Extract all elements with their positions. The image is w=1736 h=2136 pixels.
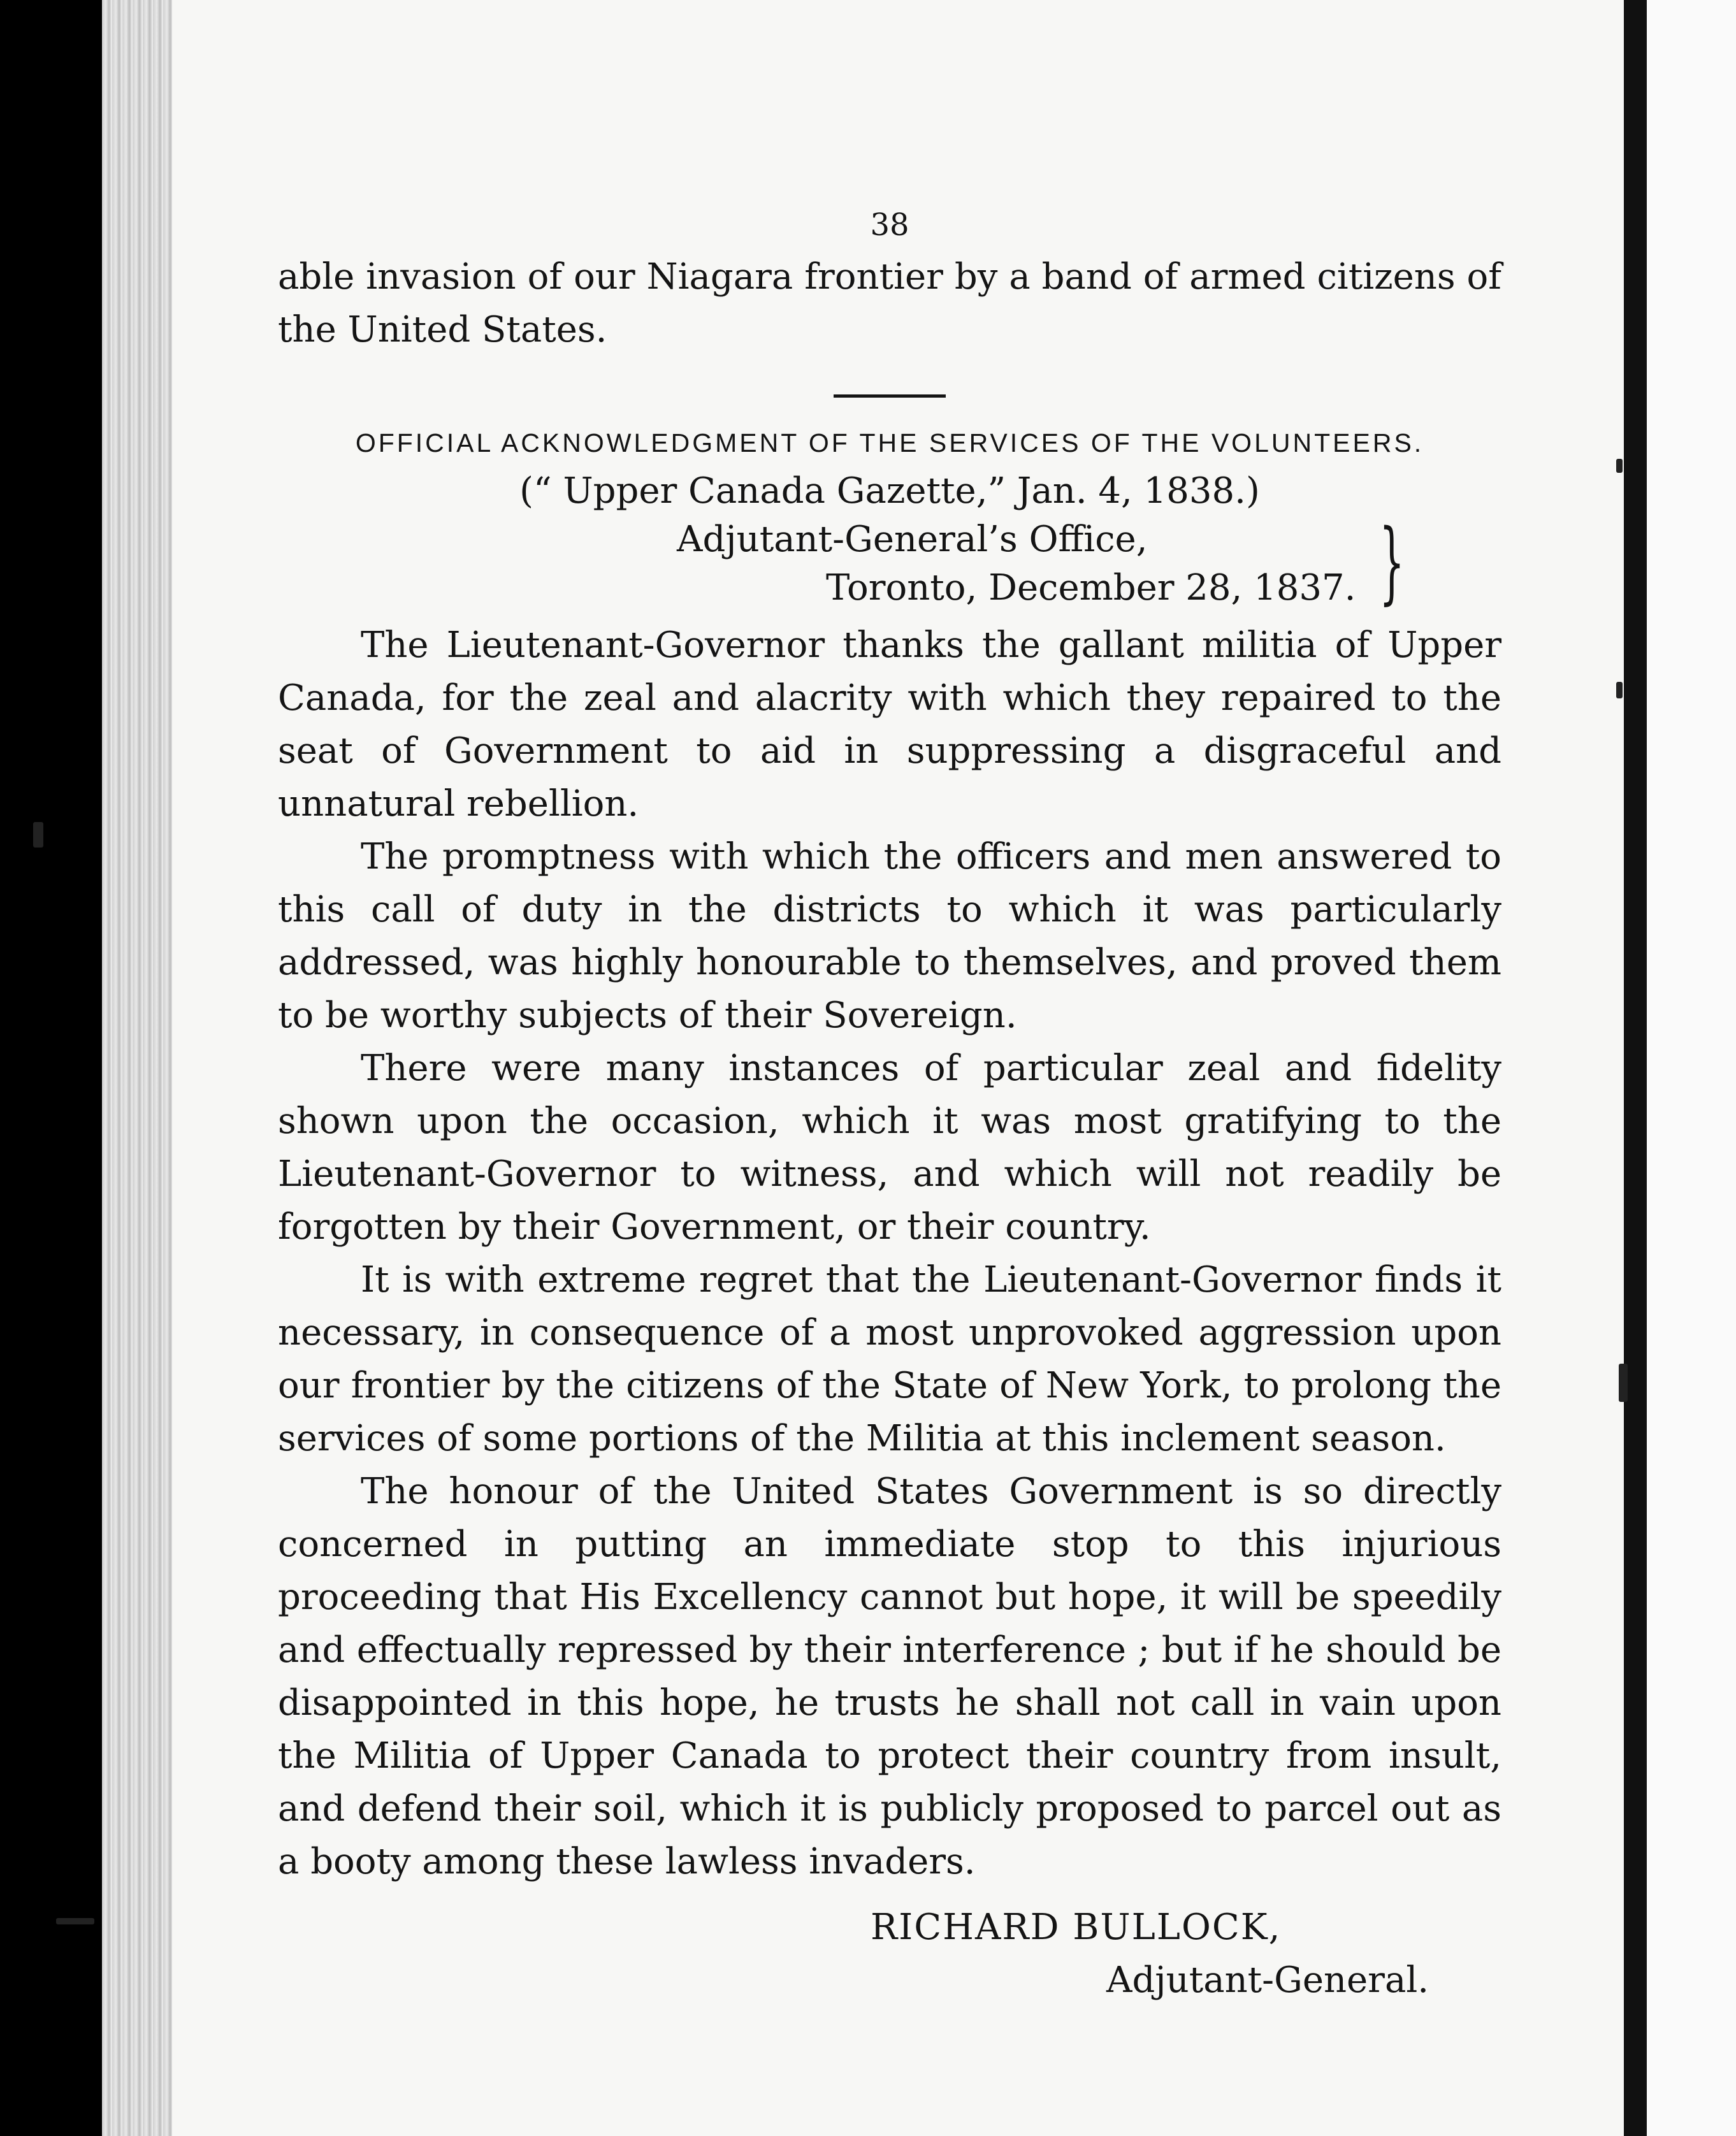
opening-lines: able invasion of our Niagara frontier by a band of armed citizens of the United States. (278, 256, 1501, 350)
section-rule (834, 394, 946, 398)
scan-speck (33, 822, 43, 848)
dateline-brace: } (1379, 510, 1405, 614)
paragraph: There were many instances of particular zeal and fidelity shown upon the occasion, which it was most gratifying to the Lieutenant-Governor to witness, and which will not readily be forgotten by their Government, or their country. (278, 1048, 1501, 1248)
dateline-office: Adjutant-General’s Office, (677, 519, 1148, 560)
facing-page-strip (1647, 0, 1736, 2136)
page-number: 38 (870, 207, 909, 243)
signature-name: RICHARD BULLOCK, (871, 1907, 1282, 1948)
page-text (278, 207, 1501, 2007)
scan-speck (1616, 682, 1623, 698)
paragraph: It is with extreme regret that the Lieutenant-Governor finds it necessary, in consequence of a most unprovoked aggression upon our frontier by the citizens of the State of New York, to prolong the services of some portions of the Militia at this inclement season. (278, 1259, 1501, 1459)
paragraph: The promptness with which the officers and men answered to this call of duty in the districts to which it was particularly addressed, was highly honourable to themselves, and proved them to be worthy subjects of their Sovereign. (278, 836, 1501, 1036)
dateline-place-date: Toronto, December 28, 1837. (826, 567, 1356, 609)
scan-speck (56, 1918, 94, 1924)
dateline (278, 510, 1501, 614)
page-gutter (102, 0, 172, 2136)
scan-speck (1619, 1364, 1628, 1402)
paragraph: The Lieutenant-Governor thanks the gallant militia of Upper Canada, for the zeal and alacrity with which they repaired to the seat of Government to aid in suppressing a disgraceful and unnatural rebellion. (278, 624, 1501, 825)
paragraph: The honour of the United States Government is so directly concerned in putting an immediate stop to this injurious proceeding that His Excellency cannot but hope, it will be speedily and effectually repressed by their interference ; but if he should be disappointed in this hope, he trusts he shall not call in vain upon the Militia of Upper Canada to protect their country from insult, and defend their soil, which it is publicly proposed to parcel out as a booty among these lawless invaders. (278, 1471, 1501, 1882)
page-right-edge (1624, 0, 1647, 2136)
signature-title: Adjutant-General. (1106, 1959, 1429, 2001)
section-heading: OFFICIAL ACKNOWLEDGMENT OF THE SERVICES OF THE VOLUNTEERS. (355, 428, 1424, 458)
scan-speck (1616, 459, 1623, 473)
gazette-source: (“ Upper Canada Gazette,” Jan. 4, 1838.) (519, 470, 1260, 512)
